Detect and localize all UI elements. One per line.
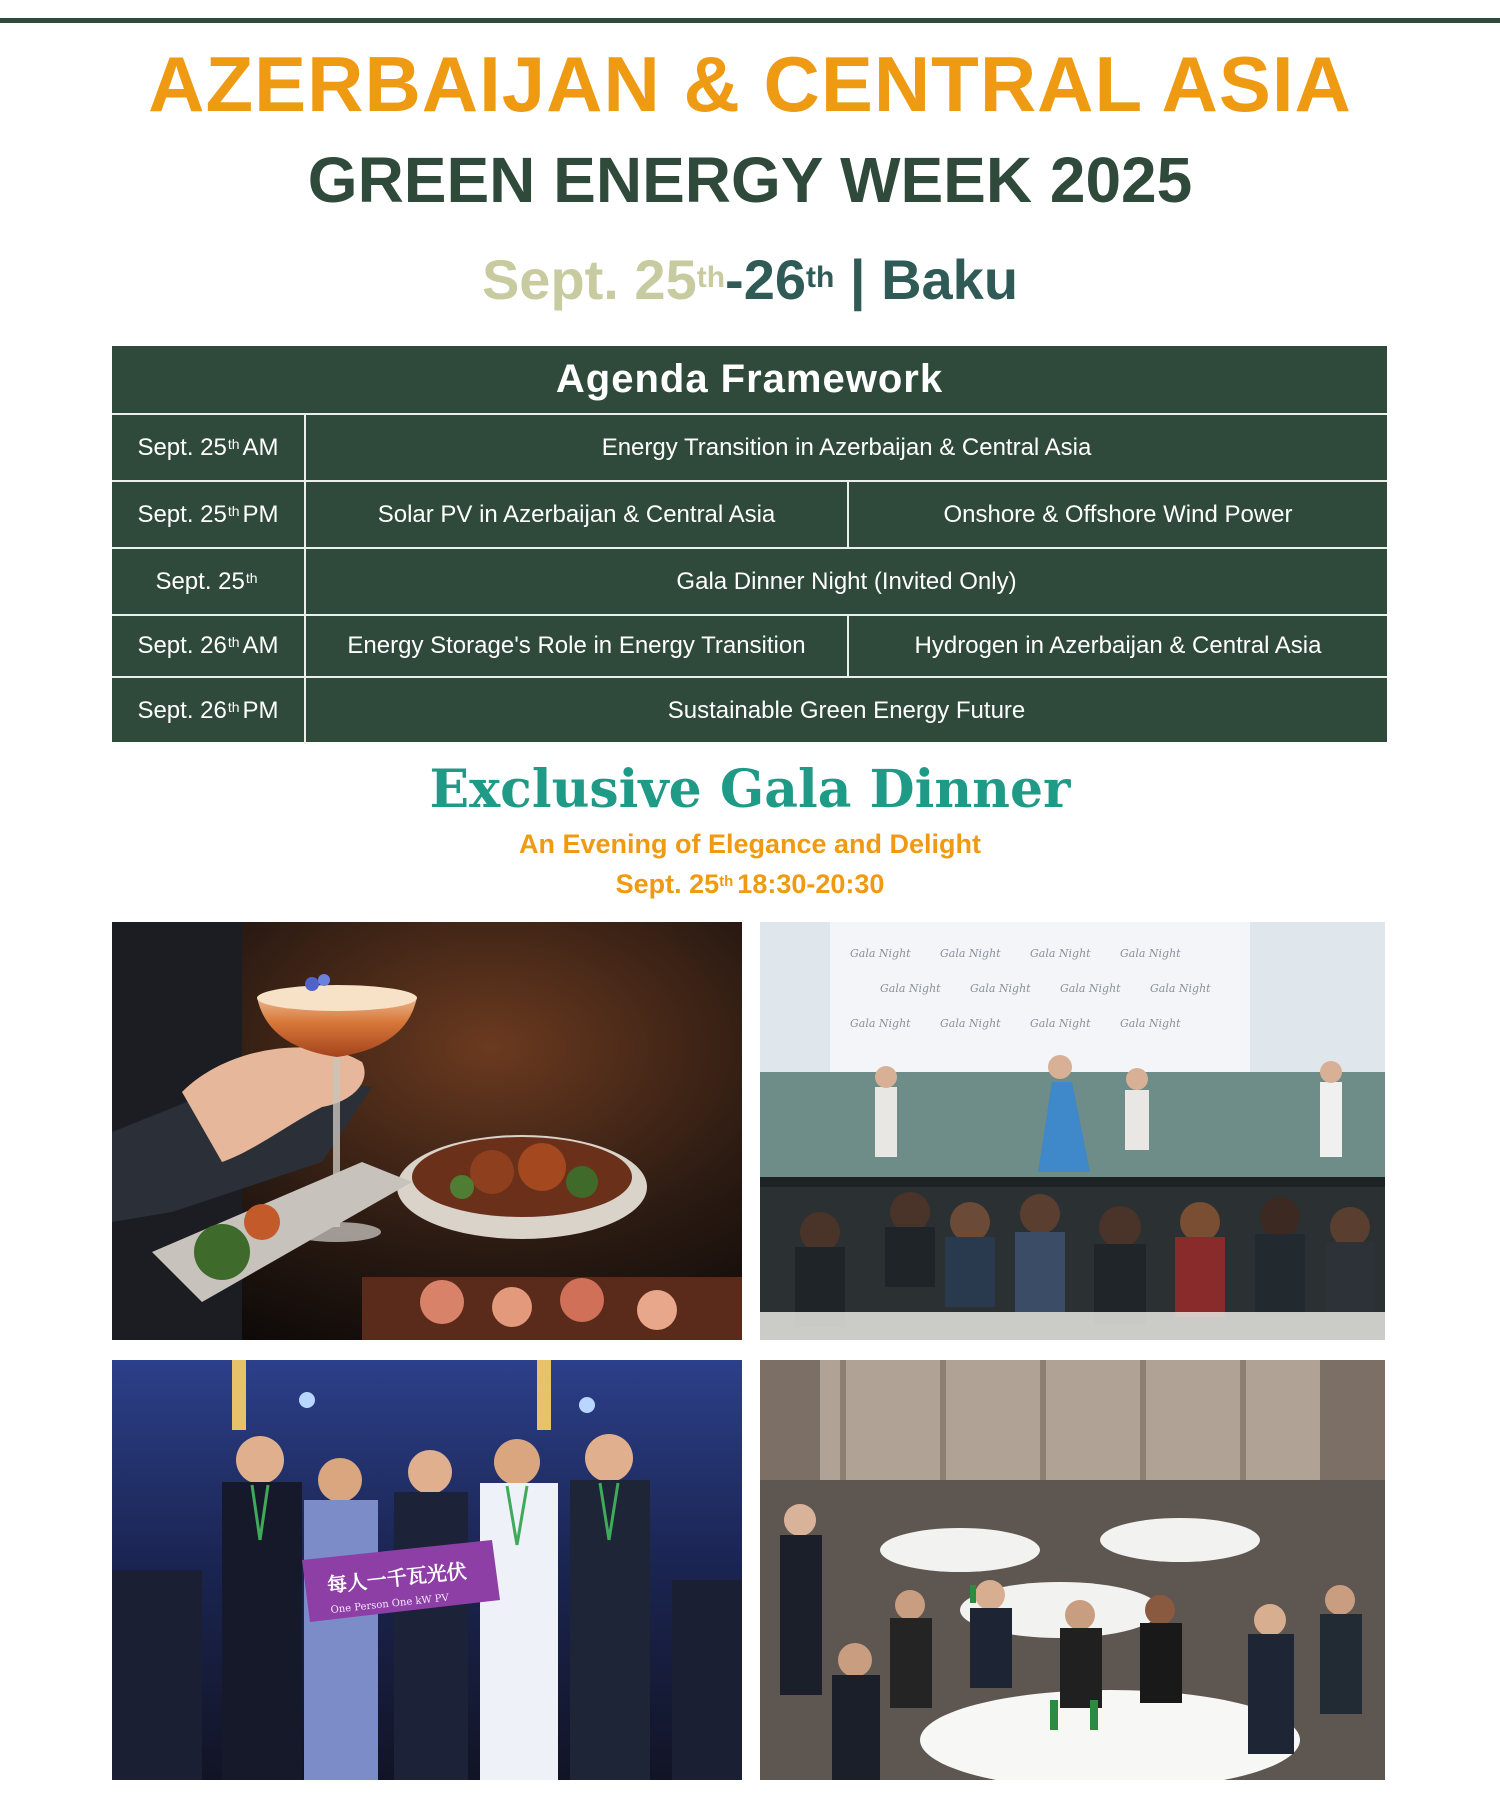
photo-group-banner (112, 1360, 742, 1780)
photo-stage-performance (760, 922, 1385, 1340)
agenda-date: Sept. 26 $^{th}$ AM (112, 616, 306, 676)
date-end: -26 (725, 248, 806, 311)
gala-title: Exclusive Gala Dinner (429, 759, 1071, 820)
top-divider-line (0, 18, 1500, 23)
photo-ballroom-dinner (760, 1360, 1385, 1780)
agenda-session: Hydrogen in Azerbaijan & Central Asia (914, 632, 1322, 659)
agenda-date: Sept. 25 $^{th}$ PM (112, 482, 306, 547)
agenda-table (112, 346, 1387, 742)
gala-subtitle: An Evening of Elegance and Delight (518, 829, 982, 859)
event-location: | Baku (834, 248, 1019, 311)
agenda-row (112, 676, 1387, 744)
svg-text:Gala Night: Gala Night (940, 947, 1001, 960)
event-dates (0, 244, 1500, 316)
event-title-line2: GREEN ENERGY WEEK 2025 (307, 144, 1193, 216)
agenda-row (112, 547, 1387, 614)
agenda-date: Sept. 25 $^{th}$ (112, 549, 306, 614)
agenda-title: Agenda Framework (555, 357, 944, 401)
event-title-line1: AZERBAIJAN & CENTRAL ASIA (148, 40, 1352, 128)
agenda-row (112, 413, 1387, 480)
date-start-suffix: th (696, 261, 726, 294)
agenda-session: Gala Dinner Night (Invited Only) (676, 567, 1017, 595)
svg-text:Gala Night: Gala Night (850, 947, 911, 960)
agenda-session: Onshore & Offshore Wind Power (943, 500, 1293, 528)
banner-text: 每人一千瓦光伏 (325, 1558, 468, 1598)
svg-text:Gala Night: Gala Night (850, 1017, 911, 1030)
svg-text:Gala Night: Gala Night (970, 982, 1031, 995)
date-start: Sept. 25 (481, 248, 697, 311)
svg-text:Gala Night: Gala Night (880, 982, 941, 995)
photo-cocktail-food (112, 922, 742, 1340)
svg-text:Gala Night: Gala Night (1150, 982, 1211, 995)
svg-text:Gala Night: Gala Night (1060, 982, 1121, 995)
agenda-session: Energy Transition in Azerbaijan & Central Asia (601, 433, 1092, 461)
svg-text:Gala Night: Gala Night (1030, 1017, 1091, 1030)
svg-text:Gala Night: Gala Night (1030, 947, 1091, 960)
agenda-row (112, 614, 1387, 676)
svg-text:Gala Night: Gala Night (1120, 947, 1181, 960)
agenda-date: Sept. 26 $^{th}$ PM (112, 678, 306, 744)
svg-text:Gala Night: Gala Night (940, 1017, 1001, 1030)
agenda-session: Energy Storage's Role in Energy Transition (306, 616, 849, 676)
banner-subtext: One Person One kW PV (330, 1592, 450, 1616)
date-end-suffix: th (805, 261, 835, 294)
gala-time: Sept. 25th 18:30-20:30 (615, 869, 885, 899)
svg-text:Gala Night: Gala Night (1120, 1017, 1181, 1030)
agenda-date: Sept. 25 $^{th}$ AM (112, 415, 306, 480)
agenda-session: Solar PV in Azerbaijan & Central Asia (306, 482, 849, 547)
agenda-session: Sustainable Green Energy Future (667, 697, 1026, 724)
agenda-row (112, 480, 1387, 547)
